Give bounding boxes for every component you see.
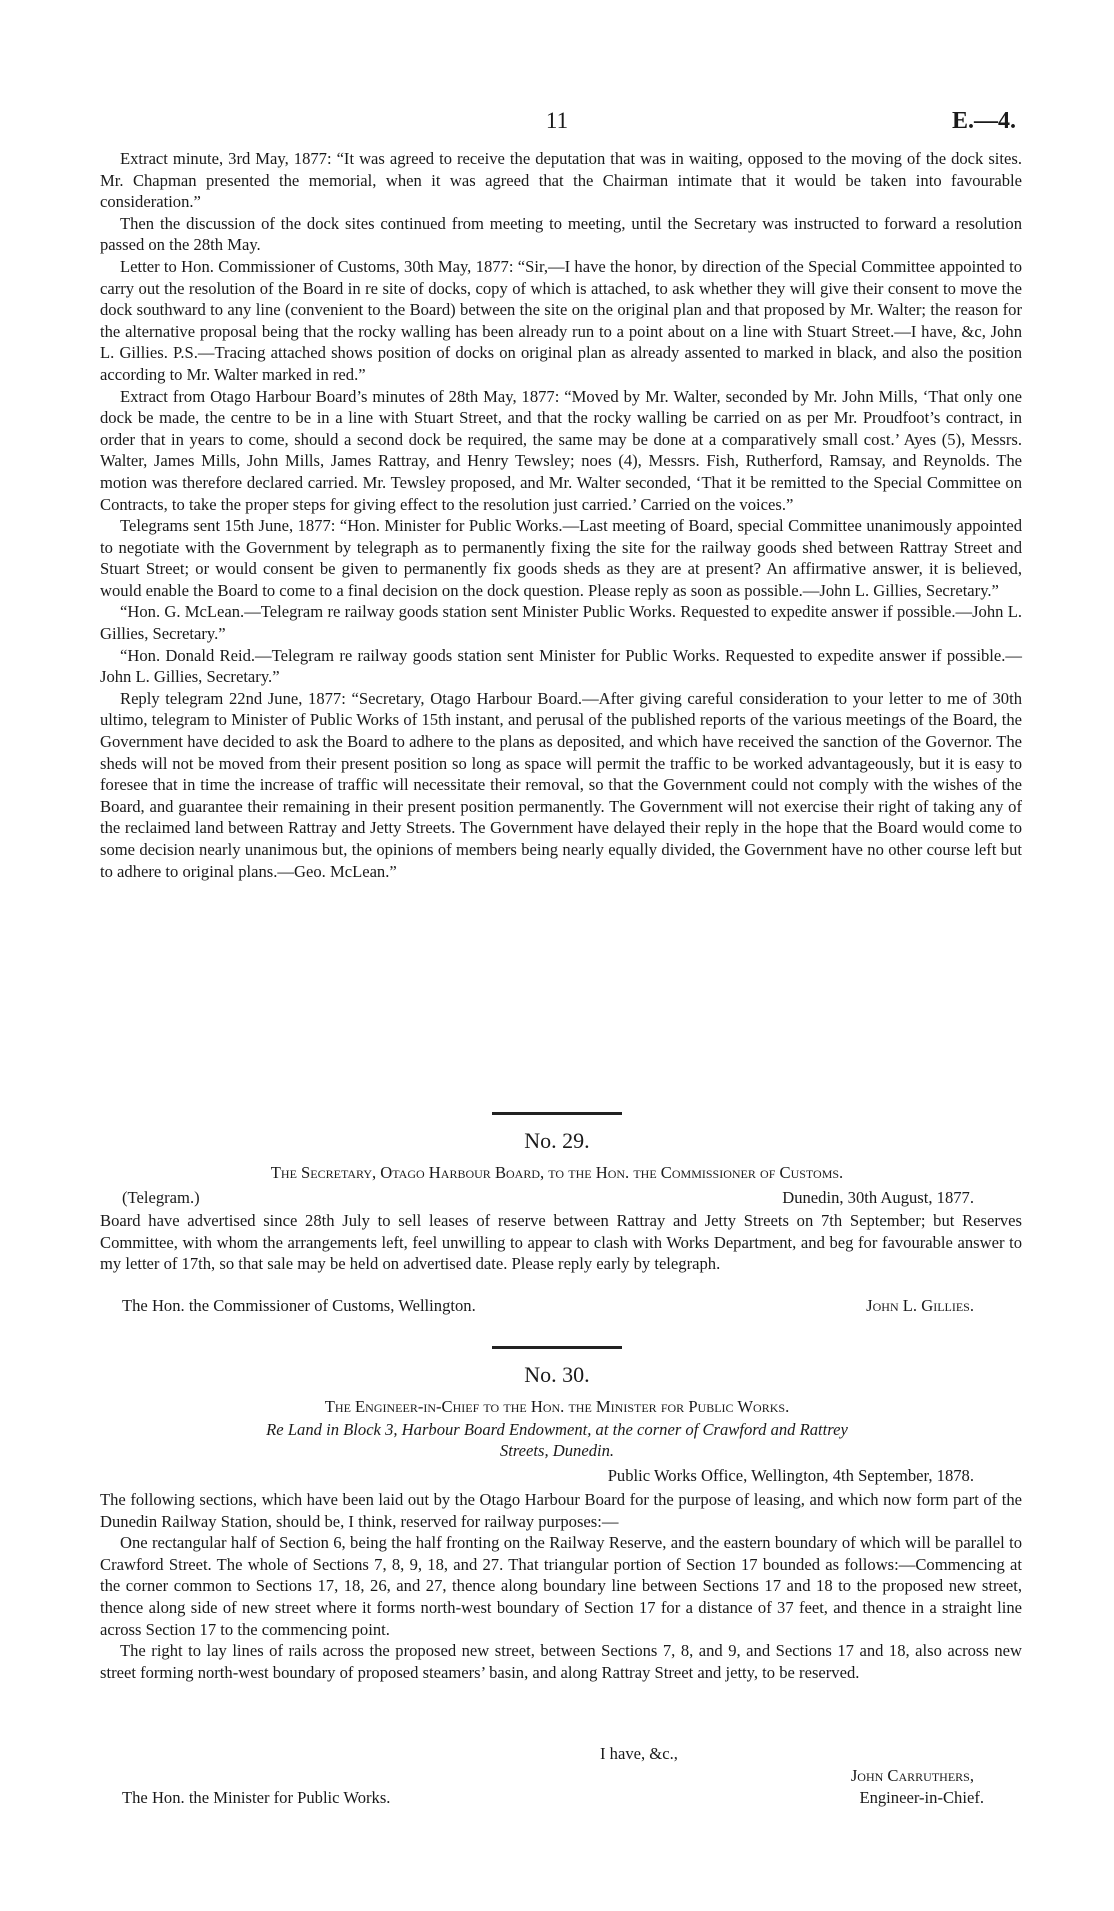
paragraph-letter-customs: Letter to Hon. Commissioner of Customs, 30th May, 1877: “Sir,—I have the honor, by direction of the Special Committee appointed to carry out the resolution of the Board in re site of docks, copy of which is attached, to ask whether they will give their consent to move the dock southward to any line (convenient to the Board) between the site on the original plan and that proposed by Mr. Walter; the reason for the alternative proposal being that the rocky walling has been already run to a point about on a line with Stuart Street.—I have, &c, John L. Gillies. P.S.—Tracing attached shows position of docks on original plan as already assented to marked in black, and also the position according to Mr. Walter marked in red.” (100, 256, 1022, 384)
doc-number-30: No. 30. (524, 1362, 590, 1387)
heading-30: The Engineer-in-Chief to the Hon. the Minister for Public Works. (324, 1397, 790, 1416)
paragraph-sections-intro: The following sections, which have been laid out by the Otago Harbour Board for the purpose of leasing, and which now form part of the Dunedin Railway Station, should be, I think, reserved for railway purposes:— (100, 1490, 1022, 1531)
place-date-29: Dunedin, 30th August, 1877. (782, 1188, 974, 1207)
paragraph-telegram-mclean: “Hon. G. McLean.—Telegram re railway goods station sent Minister Public Works. Requested to expedite answer if possible.—John L. Gillies, Secretary.” (100, 602, 1022, 644)
doc-number-29: No. 29. (524, 1128, 590, 1153)
section-divider (0, 1112, 1114, 1115)
body-29: Board have advertised since 28th July to sell leases of reserve between Rattray and Jetty Streets on 7th September; but Reserves Committee, with whom the arrangements left, feel unwilling to appear to clash with Works Department, and beg for favourable answer to my letter of 17th, so that sale may be held on advertised date. Please reply early by telegraph. (100, 1211, 1022, 1274)
re-line-1: Re Land in Block 3, Harbour Board Endowment, at the corner of Crawford and Rattrey (266, 1420, 848, 1439)
signature-name-30: John Carruthers, (850, 1766, 974, 1785)
paragraph-reply-telegram: Reply telegram 22nd June, 1877: “Secretary, Otago Harbour Board.—After giving careful consideration to your letter to me of 30th ultimo, telegram to Minister of Public Works of 15th instant, and perusal of the published reports of the various meetings of the Board, the Government have decided to ask the Board to adhere to the plans as deposited, and which have received the sanction of the Governor. The sheds will not be moved from their present position so long as space will permit the traffic to be worked advantageously, but it is easy to foresee that in time the increase of traffic will necessitate their removal, so that the Government could not comply with the wishes of the Board, and guarantee their remaining in their present position permanently. The Government will not exercise their right of taking any of the reclaimed land between Rattray and Jetty Streets. The Government have delayed their reply in the hope that the Board would come to some decision nearly unanimous but, the opinions of members being nearly equally divided, the Government have no other course left but to adhere to original plans.—Geo. McLean.” (100, 688, 1022, 881)
paragraph-board-minutes: Extract from Otago Harbour Board’s minutes of 28th May, 1877: “Moved by Mr. Walter, seconded by Mr. John Mills, ‘That only one dock be made, the centre to be in a line with Stuart Street, and that the rocky walling be carried on as per Mr. Proudfoot’s contract, in order that in years to come, should a second dock be required, the same may be done at a comparatively small cost.’ Ayes (5), Messrs. Walter, James Mills, John Mills, James Rattray, and Henry Tewsley; noes (4), Messrs. Fish, Rutherford, Ramsay, and Reynolds. The motion was therefore declared carried. Mr. Tewsley proposed, and Mr. Walter seconded, ‘That it be remitted to the Special Committee on Contracts, to take the proper steps for giving effect to the resolution just carried.’ Carried on the voices.” (100, 386, 1022, 514)
addressee-29: The Hon. the Commissioner of Customs, Wellington. (122, 1296, 476, 1315)
paragraph-discussion: Then the discussion of the dock sites continued from meeting to meeting, until the Secretary was instructed to forward a resolution passed on the 28th May. (100, 213, 1022, 255)
heading-29: The Secretary, Otago Harbour Board, to the Hon. the Commissioner of Customs. (270, 1163, 844, 1182)
paragraph-telegrams-sent: Telegrams sent 15th June, 1877: “Hon. Minister for Public Works.—Last meeting of Board, special Committee unanimously appointed to negotiate with the Government by telegraph as to permanently fixing the site for the railway goods shed between Rattray Street and Stuart Street; or would consent be given to permanently fix goods sheds as they are at present? An affirmative answer, it is believed, would enable the Board to come to a final decision on the dock question. Please reply as soon as possible.—John L. Gillies, Secretary.” (100, 516, 1022, 600)
section-divider (0, 1346, 1114, 1349)
paragraph-sections-detail: One rectangular half of Section 6, being the half fronting on the Railway Reserve, and the eastern boundary of which will be parallel to Crawford Street. The whole of Sections 7, 8, 9, 18, and 27. That triangular portion of Section 17 bounded as follows:—Commencing at the corner common to Sections 17, 18, 26, and 27, thence along boundary line between Sections 17 and 18 to the proposed new street, thence along side of new street where it forms north-west boundary of Section 17 for a distance of 37 feet, and thence in a straight line across Section 17 to the commencing point. (100, 1533, 1022, 1639)
signature-title-30: Engineer-in-Chief. (859, 1788, 984, 1807)
document-reference: E.—4. (951, 108, 1016, 134)
paragraph-rails-right: The right to lay lines of rails across the proposed new street, between Sections 7, 8, and 9, and Sections 17 and 18, also across new street forming north-west boundary of proposed steamers’ basin, and along Rattray Street and jetty, to be reserved. (100, 1641, 1022, 1682)
re-line-2: Streets, Dunedin. (499, 1441, 615, 1460)
place-date-30: Public Works Office, Wellington, 4th September, 1878. (607, 1466, 974, 1485)
telegram-label: (Telegram.) (122, 1188, 200, 1207)
body-30-block (100, 1489, 1022, 1683)
page-number: 11 (545, 108, 569, 133)
addressee-30: The Hon. the Minister for Public Works. (122, 1788, 391, 1807)
signature-29: John L. Gillies. (866, 1296, 974, 1315)
paragraph-telegram-reid: “Hon. Donald Reid.—Telegram re railway goods station sent Minister for Public Works. Requested to expedite answer if possible.—John L. Gillies, Secretary.” (100, 645, 1022, 687)
paragraph-extract-minute: Extract minute, 3rd May, 1877: “It was agreed to receive the deputation that was in waiting, opposed to the moving of the dock sites. Mr. Chapman presented the memorial, when it was agreed that the Chairman intimate that it would be taken into favourable consideration.” (100, 149, 1022, 212)
closing: I have, &c., (600, 1744, 678, 1763)
body-29-block (100, 1210, 1022, 1275)
section-extracts (100, 148, 1022, 882)
